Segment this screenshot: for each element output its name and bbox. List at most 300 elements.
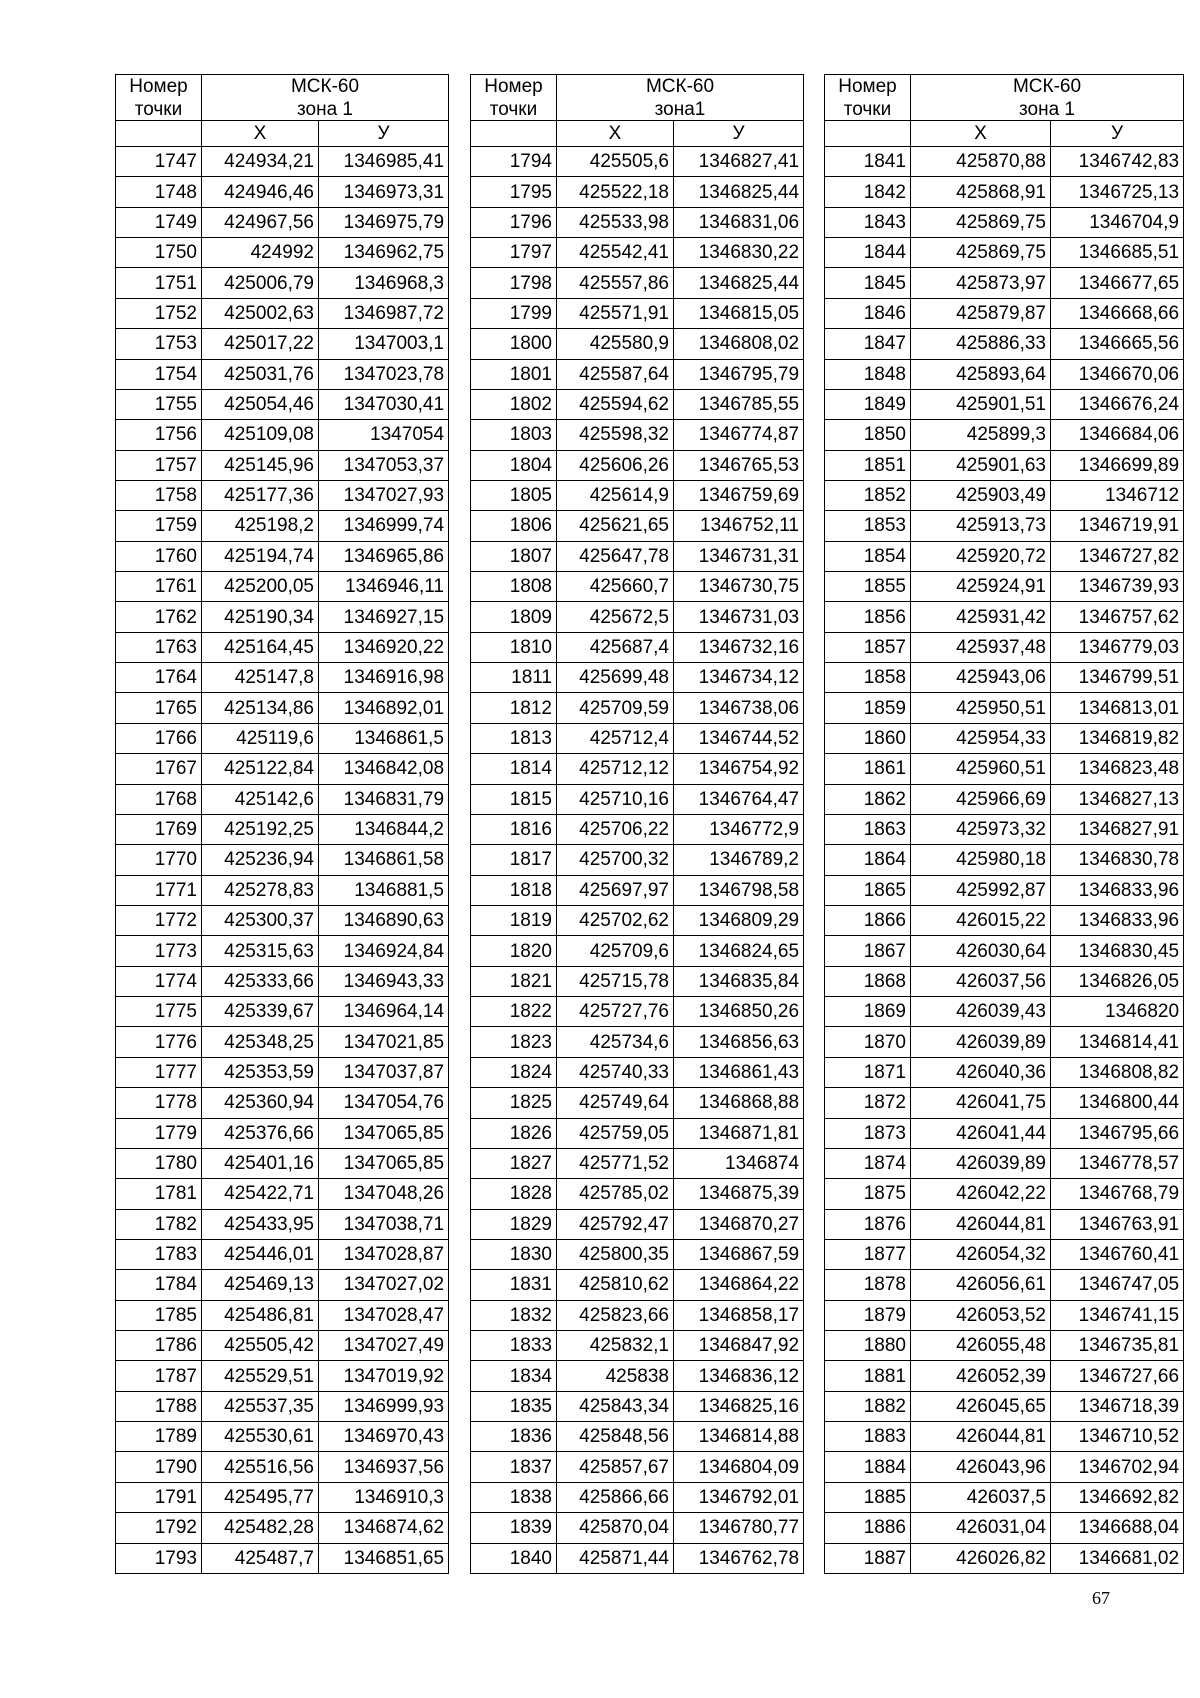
y-coordinate-cell: 1346874 (674, 1148, 804, 1178)
table-row (825, 1391, 1184, 1421)
x-coordinate-cell: 425482,28 (202, 1513, 319, 1543)
point-number-cell: 1884 (825, 1452, 911, 1482)
x-coordinate-cell: 425702,62 (557, 905, 674, 935)
y-coordinate-cell: 1346798,58 (674, 875, 804, 905)
point-number-header: Номер (116, 75, 202, 99)
x-coordinate-cell: 425002,63 (202, 298, 319, 328)
x-coordinate-cell: 425771,52 (557, 1148, 674, 1178)
point-number-cell: 1840 (471, 1543, 557, 1573)
table-row (825, 329, 1184, 359)
y-coordinate-cell: 1346920,22 (319, 632, 449, 662)
x-coordinate-cell: 426039,43 (911, 997, 1051, 1027)
point-number-cell: 1882 (825, 1391, 911, 1421)
y-coordinate-cell: 1346670,06 (1051, 359, 1184, 389)
point-number-cell: 1758 (116, 480, 202, 510)
table-row (825, 905, 1184, 935)
point-number-cell: 1843 (825, 207, 911, 237)
y-coordinate-cell: 1346719,91 (1051, 511, 1184, 541)
point-number-cell: 1766 (116, 723, 202, 753)
y-coordinate-cell: 1346827,41 (674, 147, 804, 177)
x-coordinate-cell: 425557,86 (557, 268, 674, 298)
table-row (471, 1543, 804, 1573)
x-column-header: Х (557, 121, 674, 147)
table-row (471, 754, 804, 784)
x-coordinate-cell: 425966,69 (911, 784, 1051, 814)
y-coordinate-cell: 1346764,47 (674, 784, 804, 814)
point-number-cell: 1789 (116, 1422, 202, 1452)
table-row (116, 1209, 449, 1239)
y-coordinate-cell: 1347030,41 (319, 389, 449, 419)
table-row (116, 1543, 449, 1573)
y-coordinate-cell: 1346668,66 (1051, 298, 1184, 328)
point-number-cell: 1807 (471, 541, 557, 571)
point-number-cell: 1786 (116, 1331, 202, 1361)
table-row (825, 1452, 1184, 1482)
x-coordinate-cell: 425006,79 (202, 268, 319, 298)
point-number-cell: 1768 (116, 784, 202, 814)
point-number-header-line2: точки (471, 99, 557, 121)
point-number-cell: 1784 (116, 1270, 202, 1300)
table-row (471, 450, 804, 480)
x-coordinate-cell: 425740,33 (557, 1057, 674, 1087)
table-row (825, 1482, 1184, 1512)
x-coordinate-cell: 425706,22 (557, 814, 674, 844)
x-coordinate-cell: 425147,8 (202, 663, 319, 693)
table-row (116, 723, 449, 753)
table-row (471, 693, 804, 723)
point-number-cell: 1750 (116, 238, 202, 268)
table-row (471, 875, 804, 905)
x-coordinate-cell: 425848,56 (557, 1422, 674, 1452)
table-row (825, 1422, 1184, 1452)
x-coordinate-cell: 424967,56 (202, 207, 319, 237)
y-coordinate-cell: 1346851,65 (319, 1543, 449, 1573)
y-coordinate-cell: 1346730,75 (674, 572, 804, 602)
x-coordinate-cell: 425505,42 (202, 1331, 319, 1361)
x-coordinate-cell: 425869,75 (911, 238, 1051, 268)
table-row (116, 845, 449, 875)
point-number-cell: 1775 (116, 997, 202, 1027)
point-number-cell: 1762 (116, 602, 202, 632)
table-row (116, 1391, 449, 1421)
y-coordinate-cell: 1346856,63 (674, 1027, 804, 1057)
y-coordinate-cell: 1346685,51 (1051, 238, 1184, 268)
table-row (116, 420, 449, 450)
y-coordinate-cell: 1346665,56 (1051, 329, 1184, 359)
table-row (116, 1027, 449, 1057)
x-coordinate-cell: 425278,83 (202, 875, 319, 905)
y-coordinate-cell: 1346987,72 (319, 298, 449, 328)
point-number-cell: 1769 (116, 814, 202, 844)
table-row (825, 541, 1184, 571)
y-coordinate-cell: 1346754,92 (674, 754, 804, 784)
point-number-cell: 1837 (471, 1452, 557, 1482)
point-number-cell: 1835 (471, 1391, 557, 1421)
point-number-cell: 1860 (825, 723, 911, 753)
x-coordinate-cell: 425913,73 (911, 511, 1051, 541)
y-coordinate-cell: 1346795,79 (674, 359, 804, 389)
table-row (116, 147, 449, 177)
point-number-cell: 1752 (116, 298, 202, 328)
y-coordinate-cell: 1346858,17 (674, 1300, 804, 1330)
point-number-cell: 1772 (116, 905, 202, 935)
table-row (116, 936, 449, 966)
table-row (471, 663, 804, 693)
y-coordinate-cell: 1346676,24 (1051, 389, 1184, 419)
y-coordinate-cell: 1347054,76 (319, 1088, 449, 1118)
table-row (825, 1543, 1184, 1573)
x-coordinate-cell: 425785,02 (557, 1179, 674, 1209)
table-row (825, 966, 1184, 996)
x-coordinate-cell: 425422,71 (202, 1179, 319, 1209)
y-coordinate-cell: 1346975,79 (319, 207, 449, 237)
point-number-cell: 1808 (471, 572, 557, 602)
table-row (116, 298, 449, 328)
table-row (825, 754, 1184, 784)
y-coordinate-cell: 1347023,78 (319, 359, 449, 389)
table-row (825, 1088, 1184, 1118)
x-coordinate-cell: 425823,66 (557, 1300, 674, 1330)
table-row (825, 298, 1184, 328)
x-coordinate-cell: 425980,18 (911, 845, 1051, 875)
x-coordinate-cell: 425119,6 (202, 723, 319, 753)
table-row (825, 268, 1184, 298)
table-row (471, 784, 804, 814)
y-coordinate-cell: 1347021,85 (319, 1027, 449, 1057)
y-coordinate-cell: 1346819,82 (1051, 723, 1184, 753)
point-number-cell: 1785 (116, 1300, 202, 1330)
point-number-cell: 1885 (825, 1482, 911, 1512)
point-number-cell: 1818 (471, 875, 557, 905)
y-coordinate-cell: 1346861,43 (674, 1057, 804, 1087)
table-row (471, 814, 804, 844)
table-row (471, 1391, 804, 1421)
x-coordinate-cell: 425598,32 (557, 420, 674, 450)
table-row (116, 693, 449, 723)
point-number-cell: 1778 (116, 1088, 202, 1118)
x-coordinate-cell: 425838 (557, 1361, 674, 1391)
y-coordinate-cell: 1346831,79 (319, 784, 449, 814)
table-row (471, 420, 804, 450)
point-number-cell: 1872 (825, 1088, 911, 1118)
table-row (116, 1331, 449, 1361)
point-number-cell: 1798 (471, 268, 557, 298)
y-coordinate-cell: 1346937,56 (319, 1452, 449, 1482)
y-coordinate-cell: 1346792,01 (674, 1482, 804, 1512)
table-row (116, 1088, 449, 1118)
table-row (825, 1331, 1184, 1361)
point-number-cell: 1846 (825, 298, 911, 328)
y-coordinate-cell: 1346731,31 (674, 541, 804, 571)
table-row (471, 389, 804, 419)
point-number-header-line2: точки (825, 99, 911, 121)
y-coordinate-cell: 1346868,88 (674, 1088, 804, 1118)
point-number-cell: 1826 (471, 1118, 557, 1148)
x-coordinate-cell: 425495,77 (202, 1482, 319, 1512)
x-coordinate-cell: 425924,91 (911, 572, 1051, 602)
table-row (471, 1331, 804, 1361)
table-row (471, 1422, 804, 1452)
y-coordinate-cell: 1346809,29 (674, 905, 804, 935)
point-number-cell: 1877 (825, 1239, 911, 1269)
point-number-cell: 1815 (471, 784, 557, 814)
y-coordinate-cell: 1347048,26 (319, 1179, 449, 1209)
x-coordinate-cell: 425200,05 (202, 572, 319, 602)
table-row (116, 1422, 449, 1452)
x-coordinate-cell: 425621,65 (557, 511, 674, 541)
table-row (471, 1148, 804, 1178)
table-row (471, 1209, 804, 1239)
y-coordinate-cell: 1346861,58 (319, 845, 449, 875)
coordinate-system-header: МСК-60 (557, 75, 804, 99)
point-number-cell: 1859 (825, 693, 911, 723)
y-coordinate-cell: 1346943,33 (319, 966, 449, 996)
x-coordinate-cell: 425903,49 (911, 480, 1051, 510)
x-coordinate-cell: 425857,67 (557, 1452, 674, 1482)
y-coordinate-cell: 1346732,16 (674, 632, 804, 662)
point-number-cell: 1866 (825, 905, 911, 935)
y-coordinate-cell: 1346742,83 (1051, 147, 1184, 177)
x-coordinate-cell: 425699,48 (557, 663, 674, 693)
x-coordinate-cell: 425660,7 (557, 572, 674, 602)
x-coordinate-cell: 425134,86 (202, 693, 319, 723)
y-coordinate-cell: 1346734,12 (674, 663, 804, 693)
x-coordinate-cell: 425486,81 (202, 1300, 319, 1330)
x-coordinate-cell: 425920,72 (911, 541, 1051, 571)
x-coordinate-cell: 425198,2 (202, 511, 319, 541)
point-number-cell: 1749 (116, 207, 202, 237)
x-coordinate-cell: 425315,63 (202, 936, 319, 966)
y-coordinate-cell: 1346847,92 (674, 1331, 804, 1361)
y-coordinate-cell: 1346964,14 (319, 997, 449, 1027)
table-row (471, 329, 804, 359)
point-number-cell: 1848 (825, 359, 911, 389)
x-coordinate-cell: 425530,61 (202, 1422, 319, 1452)
table-row (116, 1270, 449, 1300)
x-coordinate-cell: 425533,98 (557, 207, 674, 237)
table-row (471, 1513, 804, 1543)
point-number-cell: 1855 (825, 572, 911, 602)
point-number-cell: 1819 (471, 905, 557, 935)
point-number-cell: 1781 (116, 1179, 202, 1209)
table-row (471, 997, 804, 1027)
point-number-cell: 1838 (471, 1482, 557, 1512)
table-row (471, 602, 804, 632)
y-coordinate-cell: 1346985,41 (319, 147, 449, 177)
table-row (116, 389, 449, 419)
x-coordinate-cell: 425950,51 (911, 693, 1051, 723)
x-coordinate-cell: 425360,94 (202, 1088, 319, 1118)
point-number-cell: 1814 (471, 754, 557, 784)
point-number-cell: 1790 (116, 1452, 202, 1482)
y-coordinate-cell: 1346741,15 (1051, 1300, 1184, 1330)
point-number-cell: 1780 (116, 1148, 202, 1178)
y-coordinate-cell: 1346774,87 (674, 420, 804, 450)
y-coordinate-cell: 1347028,47 (319, 1300, 449, 1330)
y-coordinate-cell: 1346780,77 (674, 1513, 804, 1543)
table-row (825, 389, 1184, 419)
table-row (471, 480, 804, 510)
table-row (116, 875, 449, 905)
point-number-cell: 1813 (471, 723, 557, 753)
zone-header: зона 1 (911, 99, 1184, 121)
point-number-cell: 1852 (825, 480, 911, 510)
x-coordinate-cell: 425353,59 (202, 1057, 319, 1087)
y-coordinate-cell: 1346762,78 (674, 1543, 804, 1573)
y-coordinate-cell: 1347019,92 (319, 1361, 449, 1391)
point-number-cell: 1831 (471, 1270, 557, 1300)
point-number-cell: 1801 (471, 359, 557, 389)
x-coordinate-cell: 425709,59 (557, 693, 674, 723)
y-coordinate-cell: 1346825,44 (674, 177, 804, 207)
y-coordinate-cell: 1346864,22 (674, 1270, 804, 1300)
x-coordinate-cell: 425587,64 (557, 359, 674, 389)
table-row (471, 1239, 804, 1269)
point-number-cell: 1841 (825, 147, 911, 177)
table-row (825, 663, 1184, 693)
point-number-cell: 1839 (471, 1513, 557, 1543)
x-coordinate-cell: 425542,41 (557, 238, 674, 268)
point-number-cell: 1792 (116, 1513, 202, 1543)
x-coordinate-cell: 425727,76 (557, 997, 674, 1027)
x-coordinate-cell: 425194,74 (202, 541, 319, 571)
x-coordinate-cell: 425594,62 (557, 389, 674, 419)
point-number-cell: 1870 (825, 1027, 911, 1057)
table-row (116, 1452, 449, 1482)
x-coordinate-cell: 425871,44 (557, 1543, 674, 1573)
y-coordinate-cell: 1346731,03 (674, 602, 804, 632)
point-number-cell: 1759 (116, 511, 202, 541)
point-number-cell: 1827 (471, 1148, 557, 1178)
table-row (116, 329, 449, 359)
x-coordinate-cell: 426045,65 (911, 1391, 1051, 1421)
y-column-header: У (1051, 121, 1184, 147)
point-number-cell: 1765 (116, 693, 202, 723)
y-coordinate-cell: 1346999,93 (319, 1391, 449, 1421)
point-number-cell: 1783 (116, 1239, 202, 1269)
x-coordinate-cell: 425190,34 (202, 602, 319, 632)
x-coordinate-cell: 425893,64 (911, 359, 1051, 389)
x-coordinate-cell: 425960,51 (911, 754, 1051, 784)
x-coordinate-cell: 425522,18 (557, 177, 674, 207)
point-number-cell: 1777 (116, 1057, 202, 1087)
x-coordinate-cell: 425901,51 (911, 389, 1051, 419)
y-coordinate-cell: 1346820 (1051, 997, 1184, 1027)
y-coordinate-cell: 1346827,91 (1051, 814, 1184, 844)
y-coordinate-cell: 1346725,13 (1051, 177, 1184, 207)
y-coordinate-cell: 1347027,93 (319, 480, 449, 510)
y-coordinate-cell: 1346999,74 (319, 511, 449, 541)
y-coordinate-cell: 1347065,85 (319, 1118, 449, 1148)
x-coordinate-cell: 425433,95 (202, 1209, 319, 1239)
point-number-cell: 1842 (825, 177, 911, 207)
table-row (471, 541, 804, 571)
x-coordinate-cell: 426054,32 (911, 1239, 1051, 1269)
table-row (825, 1300, 1184, 1330)
x-column-header: Х (911, 121, 1051, 147)
x-coordinate-cell: 425873,97 (911, 268, 1051, 298)
coordinate-system-header: МСК-60 (202, 75, 449, 99)
table-row (116, 359, 449, 389)
y-coordinate-cell: 1346808,02 (674, 329, 804, 359)
y-coordinate-cell: 1346835,84 (674, 966, 804, 996)
x-coordinate-cell: 425759,05 (557, 1118, 674, 1148)
x-coordinate-cell: 425832,1 (557, 1331, 674, 1361)
table-row (471, 905, 804, 935)
x-coordinate-cell: 426052,39 (911, 1361, 1051, 1391)
table-row (825, 632, 1184, 662)
point-number-cell: 1804 (471, 450, 557, 480)
table-row (825, 723, 1184, 753)
x-coordinate-cell: 425571,91 (557, 298, 674, 328)
x-coordinate-cell: 425339,67 (202, 997, 319, 1027)
table-row (825, 511, 1184, 541)
point-number-cell: 1800 (471, 329, 557, 359)
point-number-cell: 1805 (471, 480, 557, 510)
point-number-cell: 1773 (116, 936, 202, 966)
x-coordinate-cell: 425122,84 (202, 754, 319, 784)
table-row (825, 875, 1184, 905)
table-row (471, 1027, 804, 1057)
table-row (471, 1361, 804, 1391)
point-number-cell: 1751 (116, 268, 202, 298)
point-number-cell: 1793 (116, 1543, 202, 1573)
point-number-cell: 1868 (825, 966, 911, 996)
table-row (825, 784, 1184, 814)
y-coordinate-cell: 1346718,39 (1051, 1391, 1184, 1421)
point-number-cell: 1816 (471, 814, 557, 844)
y-coordinate-cell: 1346973,31 (319, 177, 449, 207)
table-row (116, 207, 449, 237)
y-coordinate-cell: 1346684,06 (1051, 420, 1184, 450)
y-coordinate-cell: 1346827,13 (1051, 784, 1184, 814)
y-coordinate-cell: 1346712 (1051, 480, 1184, 510)
table-row (471, 845, 804, 875)
x-coordinate-cell: 426040,36 (911, 1057, 1051, 1087)
x-coordinate-cell: 425516,56 (202, 1452, 319, 1482)
y-coordinate-cell: 1346739,93 (1051, 572, 1184, 602)
point-number-cell: 1857 (825, 632, 911, 662)
table-row (116, 784, 449, 814)
x-coordinate-cell: 425054,46 (202, 389, 319, 419)
point-number-cell: 1799 (471, 298, 557, 328)
x-coordinate-cell: 426053,52 (911, 1300, 1051, 1330)
y-coordinate-cell: 1346800,44 (1051, 1088, 1184, 1118)
x-coordinate-cell: 425954,33 (911, 723, 1051, 753)
table-row (116, 632, 449, 662)
table-row (116, 663, 449, 693)
table-row (825, 238, 1184, 268)
x-coordinate-cell: 425469,13 (202, 1270, 319, 1300)
y-coordinate-cell: 1346785,55 (674, 389, 804, 419)
table-row (471, 268, 804, 298)
x-coordinate-cell: 425333,66 (202, 966, 319, 996)
y-coordinate-cell: 1346825,16 (674, 1391, 804, 1421)
x-coordinate-cell: 425192,25 (202, 814, 319, 844)
x-coordinate-cell: 426039,89 (911, 1148, 1051, 1178)
x-coordinate-cell: 426055,48 (911, 1331, 1051, 1361)
x-coordinate-cell: 426039,89 (911, 1027, 1051, 1057)
y-coordinate-cell: 1346789,2 (674, 845, 804, 875)
table-row (116, 1239, 449, 1269)
x-coordinate-cell: 425109,08 (202, 420, 319, 450)
table-row (116, 511, 449, 541)
table-row (116, 1118, 449, 1148)
y-coordinate-cell: 1346916,98 (319, 663, 449, 693)
y-coordinate-cell: 1346830,45 (1051, 936, 1184, 966)
y-column-header: У (674, 121, 804, 147)
coordinate-table-1 (115, 74, 449, 1574)
